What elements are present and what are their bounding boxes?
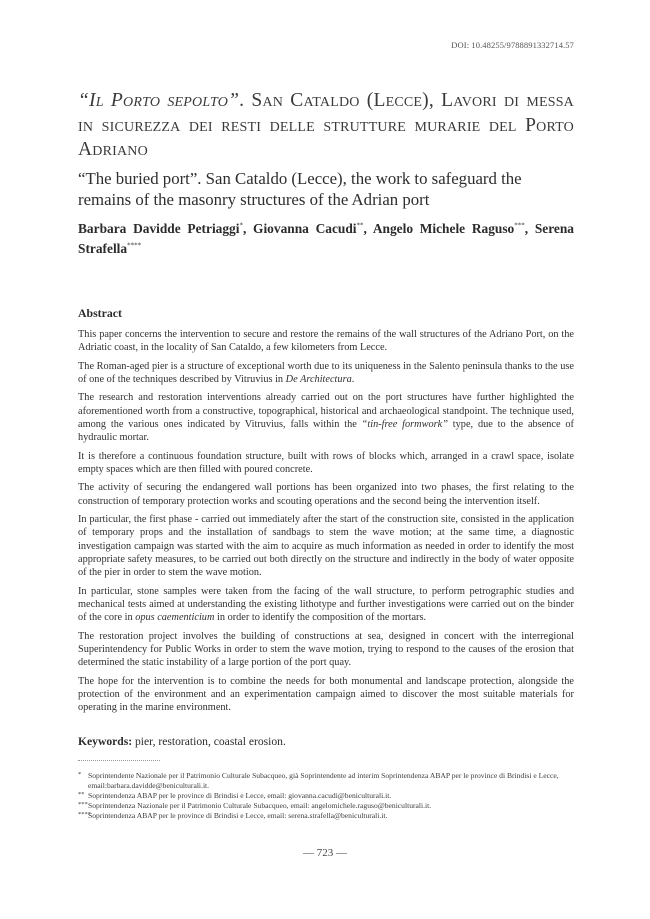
- abstract-paragraph: The restoration project involves the building of constructions at sea, designed in concert with the interregional Superintendency for Public Works in order to stem the wave motion, trying to respond to the causes of the erosion that determined the static instability of a large portion of the port quay.: [78, 630, 574, 669]
- footnote: [78, 811, 574, 821]
- abstract-paragraph: In particular, the first phase - carried out immediately after the start of the construction site, consisted in the application of temporary props and the installation of sandbags to stem the wave motion; at the same time, a diagnostic investigation campaign was started with the aim to acquire as much information as needed in order to identify the most appropriate safety measures, to be carried out both directly on the structure and indirectly in the body of water opposite of the pier in order to stem the wave motion.: [78, 514, 574, 579]
- author-name: Angelo Michele Raguso: [372, 221, 515, 236]
- footnote-mark: **: [78, 791, 85, 798]
- footnotes: [78, 771, 574, 821]
- abstract-paragraph: This paper concerns the intervention to secure and restore the remains of the wall structures of the Adriano Port, on the Adriatic coast, in the locality of San Cataldo, a few kilometers from Lecce.: [78, 329, 574, 354]
- italian-title-rest: . San Cataldo (Lecce), Lavori di messa in sicurezza dei resti delle strutture murarie del Porto Adriano: [78, 90, 574, 160]
- author-name: Serena Strafella: [78, 221, 575, 256]
- abstract-paragraph: It is therefore a continuous foundation structure, built with rows of blocks which, arranged in a crawl space, isolate empty spaces which are then filled with poured concrete.: [78, 450, 574, 475]
- abstract-paragraph: The research and restoration interventions already carried out on the port structures have further highlighted the aforementioned worth from a constructive, topographical, historical and archaeological standpoint. The technique used, among the various ones indicated by Vitruvius, falls within the “tin-free formwork” type, due to the absence of hydraulic mortar.: [78, 392, 574, 444]
- footnote-mark: ****: [78, 811, 91, 818]
- footnote-text: Soprintendenza Nazionale per il Patrimonio Culturale Subacqueo, email: angelomichele.raguso@beniculturali.it.: [88, 801, 432, 810]
- footnote-mark: ***: [78, 801, 88, 808]
- keywords-label: Keywords:: [78, 735, 133, 748]
- footnote-divider: [78, 760, 160, 761]
- footnote: [78, 771, 574, 791]
- abstract-paragraph: The Roman-aged pier is a structure of exceptional worth due to its uniqueness in the Salento peninsula thanks to the use of one of the techniques described by Vitruvius in De Architectura.: [78, 360, 574, 385]
- footnote: [78, 791, 574, 801]
- author-mark: ***: [514, 221, 525, 230]
- footnote: [78, 801, 574, 811]
- italian-title-lead: “Il Porto sepolto”: [78, 90, 240, 111]
- abstract-paragraph: In particular, stone samples were taken from the facing of the wall structure, to perform petrographic studies and mechanical tests aimed at understanding the existing lithotype and further investigations were carried out on the binder of the core in opus caementicium in order to identify the composition of the mortars.: [78, 585, 574, 624]
- author-mark: *: [239, 221, 243, 230]
- footnote-text: Soprintendente Nazionale per il Patrimonio Culturale Subacqueo, già Soprintendente ad interim Soprintendenza ABAP per le province di Brindisi e Lecce, email:barbara.davidde@beniculturali.it.: [88, 771, 559, 790]
- abstract-body: [78, 328, 574, 720]
- author-mark: **: [356, 221, 364, 230]
- author-name: Barbara Davidde Petriaggi: [78, 221, 240, 236]
- footnote-text: Soprintendenza ABAP per le province di Brindisi e Lecce, email: serena.strafella@beniculturali.it.: [88, 811, 388, 820]
- italian-title: [78, 89, 574, 163]
- abstract-paragraph: The activity of securing the endangered wall portions has been organized into two phases, the first relating to the construction of temporary protection works and scouting operations and the second being the intervention itself.: [78, 482, 574, 507]
- english-title: “The buried port”. San Cataldo (Lecce), the work to safeguard the remains of the masonry structures of the Adrian port: [78, 169, 522, 209]
- author-name: Giovanna Cacudi: [253, 221, 357, 236]
- abstract-heading: Abstract: [78, 306, 122, 320]
- author-mark: ****: [127, 241, 142, 250]
- keywords-text: pier, restoration, coastal erosion.: [132, 735, 286, 748]
- footnote-mark: *: [78, 771, 82, 778]
- footnote-text: Soprintendenza ABAP per le province di Brindisi e Lecce, email: giovanna.cacudi@beniculturali.it.: [88, 791, 392, 800]
- page-number: — 723 —: [303, 847, 347, 859]
- keywords: [78, 735, 286, 748]
- abstract-paragraph: The hope for the intervention is to combine the needs for both monumental and landscape protection, alongside the protection of the environment and an experimentation campaign aimed to discover the most suitable materials for operating in the marine environment.: [78, 675, 574, 714]
- author-list: Barbara Davidde Petriaggi*, Giovanna Cacudi**, Angelo Michele Raguso***, Serena Strafella****: [78, 221, 575, 256]
- doi-label: DOI: 10.48255/9788891332714.57: [451, 40, 574, 50]
